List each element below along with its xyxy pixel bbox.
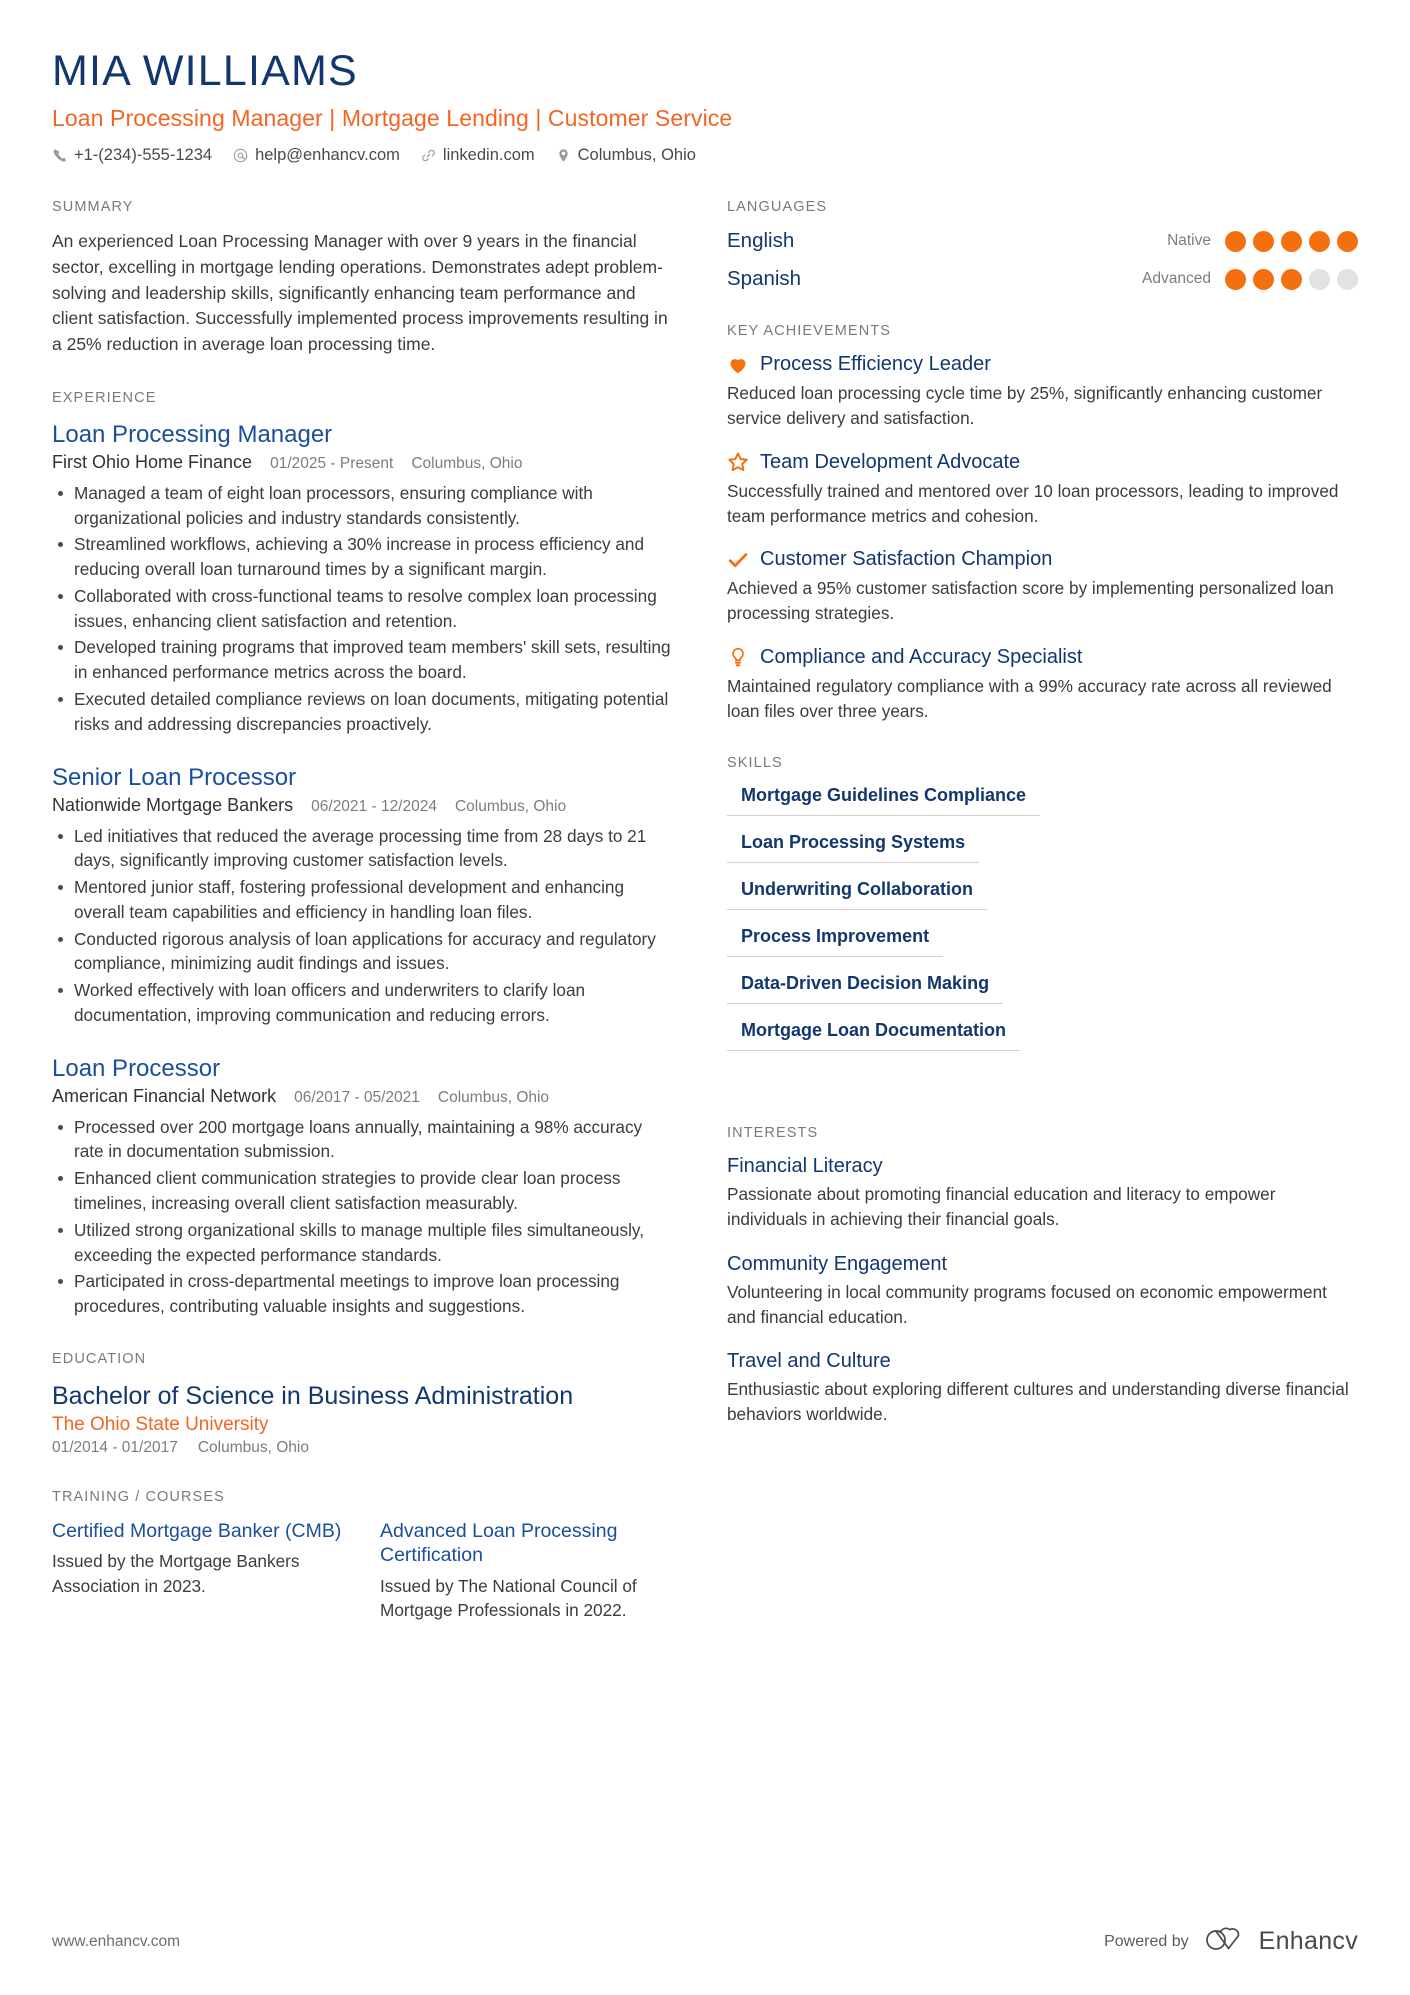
email-icon: [233, 148, 248, 163]
training-section: [52, 1489, 672, 1623]
achievement-entry: [727, 646, 1358, 724]
skill-tag: Mortgage Guidelines Compliance: [727, 785, 1040, 816]
language-level-dot: [1309, 269, 1330, 290]
course-entry: [52, 1519, 344, 1623]
education-section: [52, 1351, 672, 1457]
achievement-header: [727, 548, 1358, 571]
skills-section: [727, 755, 1358, 1067]
experience-section: [52, 390, 672, 1319]
interest-entry: [727, 1350, 1358, 1427]
language-level-dot: [1309, 231, 1330, 252]
contact-item[interactable]: [233, 146, 400, 165]
experience-entry: [52, 1054, 672, 1319]
heart-icon: [727, 354, 749, 376]
achievements-section: [727, 323, 1358, 723]
resume-header: [52, 48, 1358, 165]
education-location: Columbus, Ohio: [197, 1438, 309, 1456]
language-row: [727, 267, 1358, 291]
job-dates: 01/2025 - Present: [270, 454, 394, 472]
page-title: MIA WILLIAMS: [52, 47, 358, 95]
education-dates: 01/2014 - 01/2017: [52, 1438, 178, 1456]
job-meta: [52, 1086, 672, 1107]
contact-text: +1-(234)-555-1234: [74, 146, 213, 165]
course-description: Issued by The National Council of Mortgage Professionals in 2022.: [380, 1575, 637, 1620]
interests-section: [727, 1125, 1358, 1427]
contact-item[interactable]: [556, 146, 696, 165]
enhancv-wordmark: Enhancv: [1258, 1927, 1358, 1955]
education-degree: Bachelor of Science in Business Administration: [52, 1381, 574, 1410]
phone-icon: [52, 148, 67, 163]
skill-tag: Underwriting Collaboration: [727, 879, 987, 910]
job-location: Columbus, Ohio: [454, 797, 567, 815]
job-bullet: Developed training programs that improved team members' skill sets, resulting in enhanced performance metrics across the board.: [52, 635, 672, 685]
language-level-label: Native: [1167, 232, 1211, 250]
job-title: Loan Processing Manager: [52, 420, 333, 448]
achievement-title: Team Development Advocate: [760, 450, 1021, 473]
experience-entry: [52, 420, 672, 737]
course-title: Certified Mortgage Banker (CMB): [52, 1519, 342, 1542]
interest-description: Enthusiastic about exploring different cultures and understanding diverse financial behaviors worldwide.: [727, 1379, 1349, 1425]
interest-entry: [727, 1155, 1358, 1232]
skill-row: [727, 785, 1358, 832]
job-location: Columbus, Ohio: [411, 454, 523, 472]
skill-tag: Process Improvement: [727, 926, 943, 957]
job-bullet: Enhanced client communication strategies to provide clear loan process timelines, increasing overall client satisfaction measurably.: [52, 1166, 672, 1216]
language-level-dot: [1281, 231, 1302, 252]
job-meta: [52, 795, 672, 816]
summary-heading: SUMMARY: [52, 199, 134, 216]
sidebar-column: [727, 199, 1358, 1459]
page-footer: [52, 1926, 1358, 1957]
job-bullet-list: [52, 481, 672, 737]
skill-row: [727, 973, 1358, 1020]
job-company: Nationwide Mortgage Bankers: [52, 794, 294, 815]
lightbulb-icon: [727, 646, 749, 668]
achievement-description: Achieved a 95% customer satisfaction score by implementing personalized loan processing strategies.: [727, 578, 1334, 624]
powered-by-label: Powered by: [1104, 1932, 1189, 1950]
job-bullet: Conducted rigorous analysis of loan applications for accuracy and regulatory compliance, minimizing audit findings and issues.: [52, 927, 672, 977]
link-icon: [421, 148, 436, 163]
job-bullet: Streamlined workflows, achieving a 30% increase in process efficiency and reducing overall loan turnaround times by a significant margin.: [52, 532, 672, 582]
achievement-entry: [727, 548, 1358, 626]
main-column: [52, 199, 672, 1654]
contact-text: help@enhancv.com: [255, 146, 400, 165]
skills-heading: SKILLS: [727, 755, 783, 772]
contact-bar: [52, 146, 1358, 165]
contact-text: linkedin.com: [442, 146, 535, 165]
contact-text: Columbus, Ohio: [577, 146, 696, 165]
achievements-heading: KEY ACHIEVEMENTS: [727, 323, 891, 340]
job-meta: [52, 452, 672, 473]
location-pin-icon: [556, 148, 571, 163]
enhancv-mark-icon: [1205, 1926, 1249, 1957]
language-level-dot: [1225, 231, 1246, 252]
achievement-description: Reduced loan processing cycle time by 25%, significantly enhancing customer service delivery and satisfaction.: [727, 383, 1323, 429]
job-title: Loan Processor: [52, 1054, 221, 1082]
experience-entry: [52, 763, 672, 1028]
languages-section: [727, 199, 1358, 291]
language-level-dot: [1281, 269, 1302, 290]
headline-subtitle: Loan Processing Manager | Mortgage Lending | Customer Service: [52, 105, 733, 132]
skill-tag: Mortgage Loan Documentation: [727, 1020, 1020, 1051]
achievement-description: Maintained regulatory compliance with a 99% accuracy rate across all reviewed loan files over three years.: [727, 675, 1332, 721]
interest-title: Financial Literacy: [727, 1155, 883, 1178]
skill-row: [727, 1020, 1358, 1067]
course-description: Issued by the Mortgage Bankers Association in 2023.: [52, 1551, 300, 1596]
achievement-description: Successfully trained and mentored over 10 loan processors, leading to improved team performance metrics and cohesion.: [727, 480, 1339, 526]
job-bullet: Utilized strong organizational skills to manage multiple files simultaneously, exceeding the expected performance standards.: [52, 1218, 672, 1268]
job-bullet: Led initiatives that reduced the average processing time from 28 days to 21 days, significantly improving customer satisfaction levels.: [52, 824, 672, 874]
course-entry: [380, 1519, 672, 1623]
footer-branding: [1104, 1926, 1358, 1957]
language-name: English: [727, 229, 795, 253]
education-heading: EDUCATION: [52, 1350, 147, 1367]
job-company: American Financial Network: [52, 1085, 277, 1106]
skill-tag: Loan Processing Systems: [727, 832, 979, 863]
language-level-meter: [1225, 231, 1358, 252]
job-bullet: Mentored junior staff, fostering professional development and enhancing overall team capabilities and efficiency in handling loan files.: [52, 875, 672, 925]
job-title: Senior Loan Processor: [52, 763, 297, 791]
job-bullet-list: [52, 824, 672, 1028]
job-bullet: Worked effectively with loan officers and underwriters to clarify loan documentation, improving communication and reducing errors.: [52, 978, 672, 1028]
language-level-dot: [1225, 269, 1246, 290]
job-bullet: Collaborated with cross-functional teams to resolve complex loan processing issues, enhancing client satisfaction and retention.: [52, 584, 672, 634]
language-level-label: Advanced: [1142, 270, 1211, 288]
job-dates: 06/2017 - 05/2021: [294, 1088, 420, 1106]
job-bullet: Processed over 200 mortgage loans annually, maintaining a 98% accuracy rate in documentation submission.: [52, 1115, 672, 1165]
language-level-dot: [1337, 231, 1358, 252]
job-bullet: Participated in cross-departmental meetings to improve loan processing procedures, contributing valuable insights and suggestions.: [52, 1269, 672, 1319]
language-level-dot: [1337, 269, 1358, 290]
contact-item[interactable]: [52, 146, 212, 165]
language-level-dot: [1253, 231, 1274, 252]
language-level-dot: [1253, 269, 1274, 290]
skill-row: [727, 879, 1358, 926]
skill-tag: Data-Driven Decision Making: [727, 973, 1003, 1004]
interests-heading: INTERESTS: [727, 1125, 819, 1142]
star-icon: [727, 451, 749, 473]
language-name: Spanish: [727, 267, 802, 291]
summary-section: [52, 199, 672, 358]
languages-heading: LANGUAGES: [727, 199, 828, 216]
interest-description: Passionate about promoting financial education and literacy to empower individuals in achieving their financial goals.: [727, 1184, 1276, 1230]
contact-item[interactable]: [421, 146, 535, 165]
job-bullet-list: [52, 1115, 672, 1319]
achievement-title: Customer Satisfaction Champion: [760, 548, 1053, 571]
check-icon: [727, 549, 749, 571]
enhancv-logo: [1205, 1926, 1358, 1957]
achievement-header: [727, 353, 1358, 376]
interest-description: Volunteering in local community programs focused on economic empowerment and financial education.: [727, 1281, 1327, 1327]
job-bullet: Managed a team of eight loan processors, ensuring compliance with organizational policies and industry standards consistently.: [52, 481, 672, 531]
interest-entry: [727, 1253, 1358, 1330]
job-dates: 06/2021 - 12/2024: [311, 797, 437, 815]
education-meta: [52, 1439, 672, 1457]
footer-website-link[interactable]: www.enhancv.com: [52, 1932, 181, 1950]
achievement-entry: [727, 451, 1358, 529]
skill-row: [727, 832, 1358, 879]
job-bullet: Executed detailed compliance reviews on loan documents, mitigating potential risks and addressing discrepancies proactively.: [52, 687, 672, 737]
language-level-meter: [1225, 269, 1358, 290]
interest-title: Travel and Culture: [727, 1350, 891, 1373]
achievement-header: [727, 646, 1358, 669]
achievement-entry: [727, 353, 1358, 431]
interest-title: Community Engagement: [727, 1252, 948, 1275]
training-heading: TRAINING / COURSES: [52, 1488, 225, 1505]
education-school: The Ohio State University: [52, 1413, 269, 1435]
skill-row: [727, 926, 1358, 973]
achievement-title: Compliance and Accuracy Specialist: [760, 645, 1083, 668]
job-company: First Ohio Home Finance: [52, 451, 253, 472]
achievement-title: Process Efficiency Leader: [760, 353, 991, 376]
summary-text: An experienced Loan Processing Manager with over 9 years in the financial sector, excelling in mortgage lending operations. Demonstrates adept problem-solving and leadership skills, significantly enhancing team performance and client satisfaction. Successfully implemented process improvements resulting in a 25% reduction in average loan processing time.: [52, 231, 668, 355]
course-title: Advanced Loan Processing Certification: [380, 1519, 618, 1567]
job-location: Columbus, Ohio: [437, 1088, 550, 1106]
language-row: [727, 229, 1358, 253]
achievement-header: [727, 451, 1358, 474]
experience-heading: EXPERIENCE: [52, 389, 157, 406]
